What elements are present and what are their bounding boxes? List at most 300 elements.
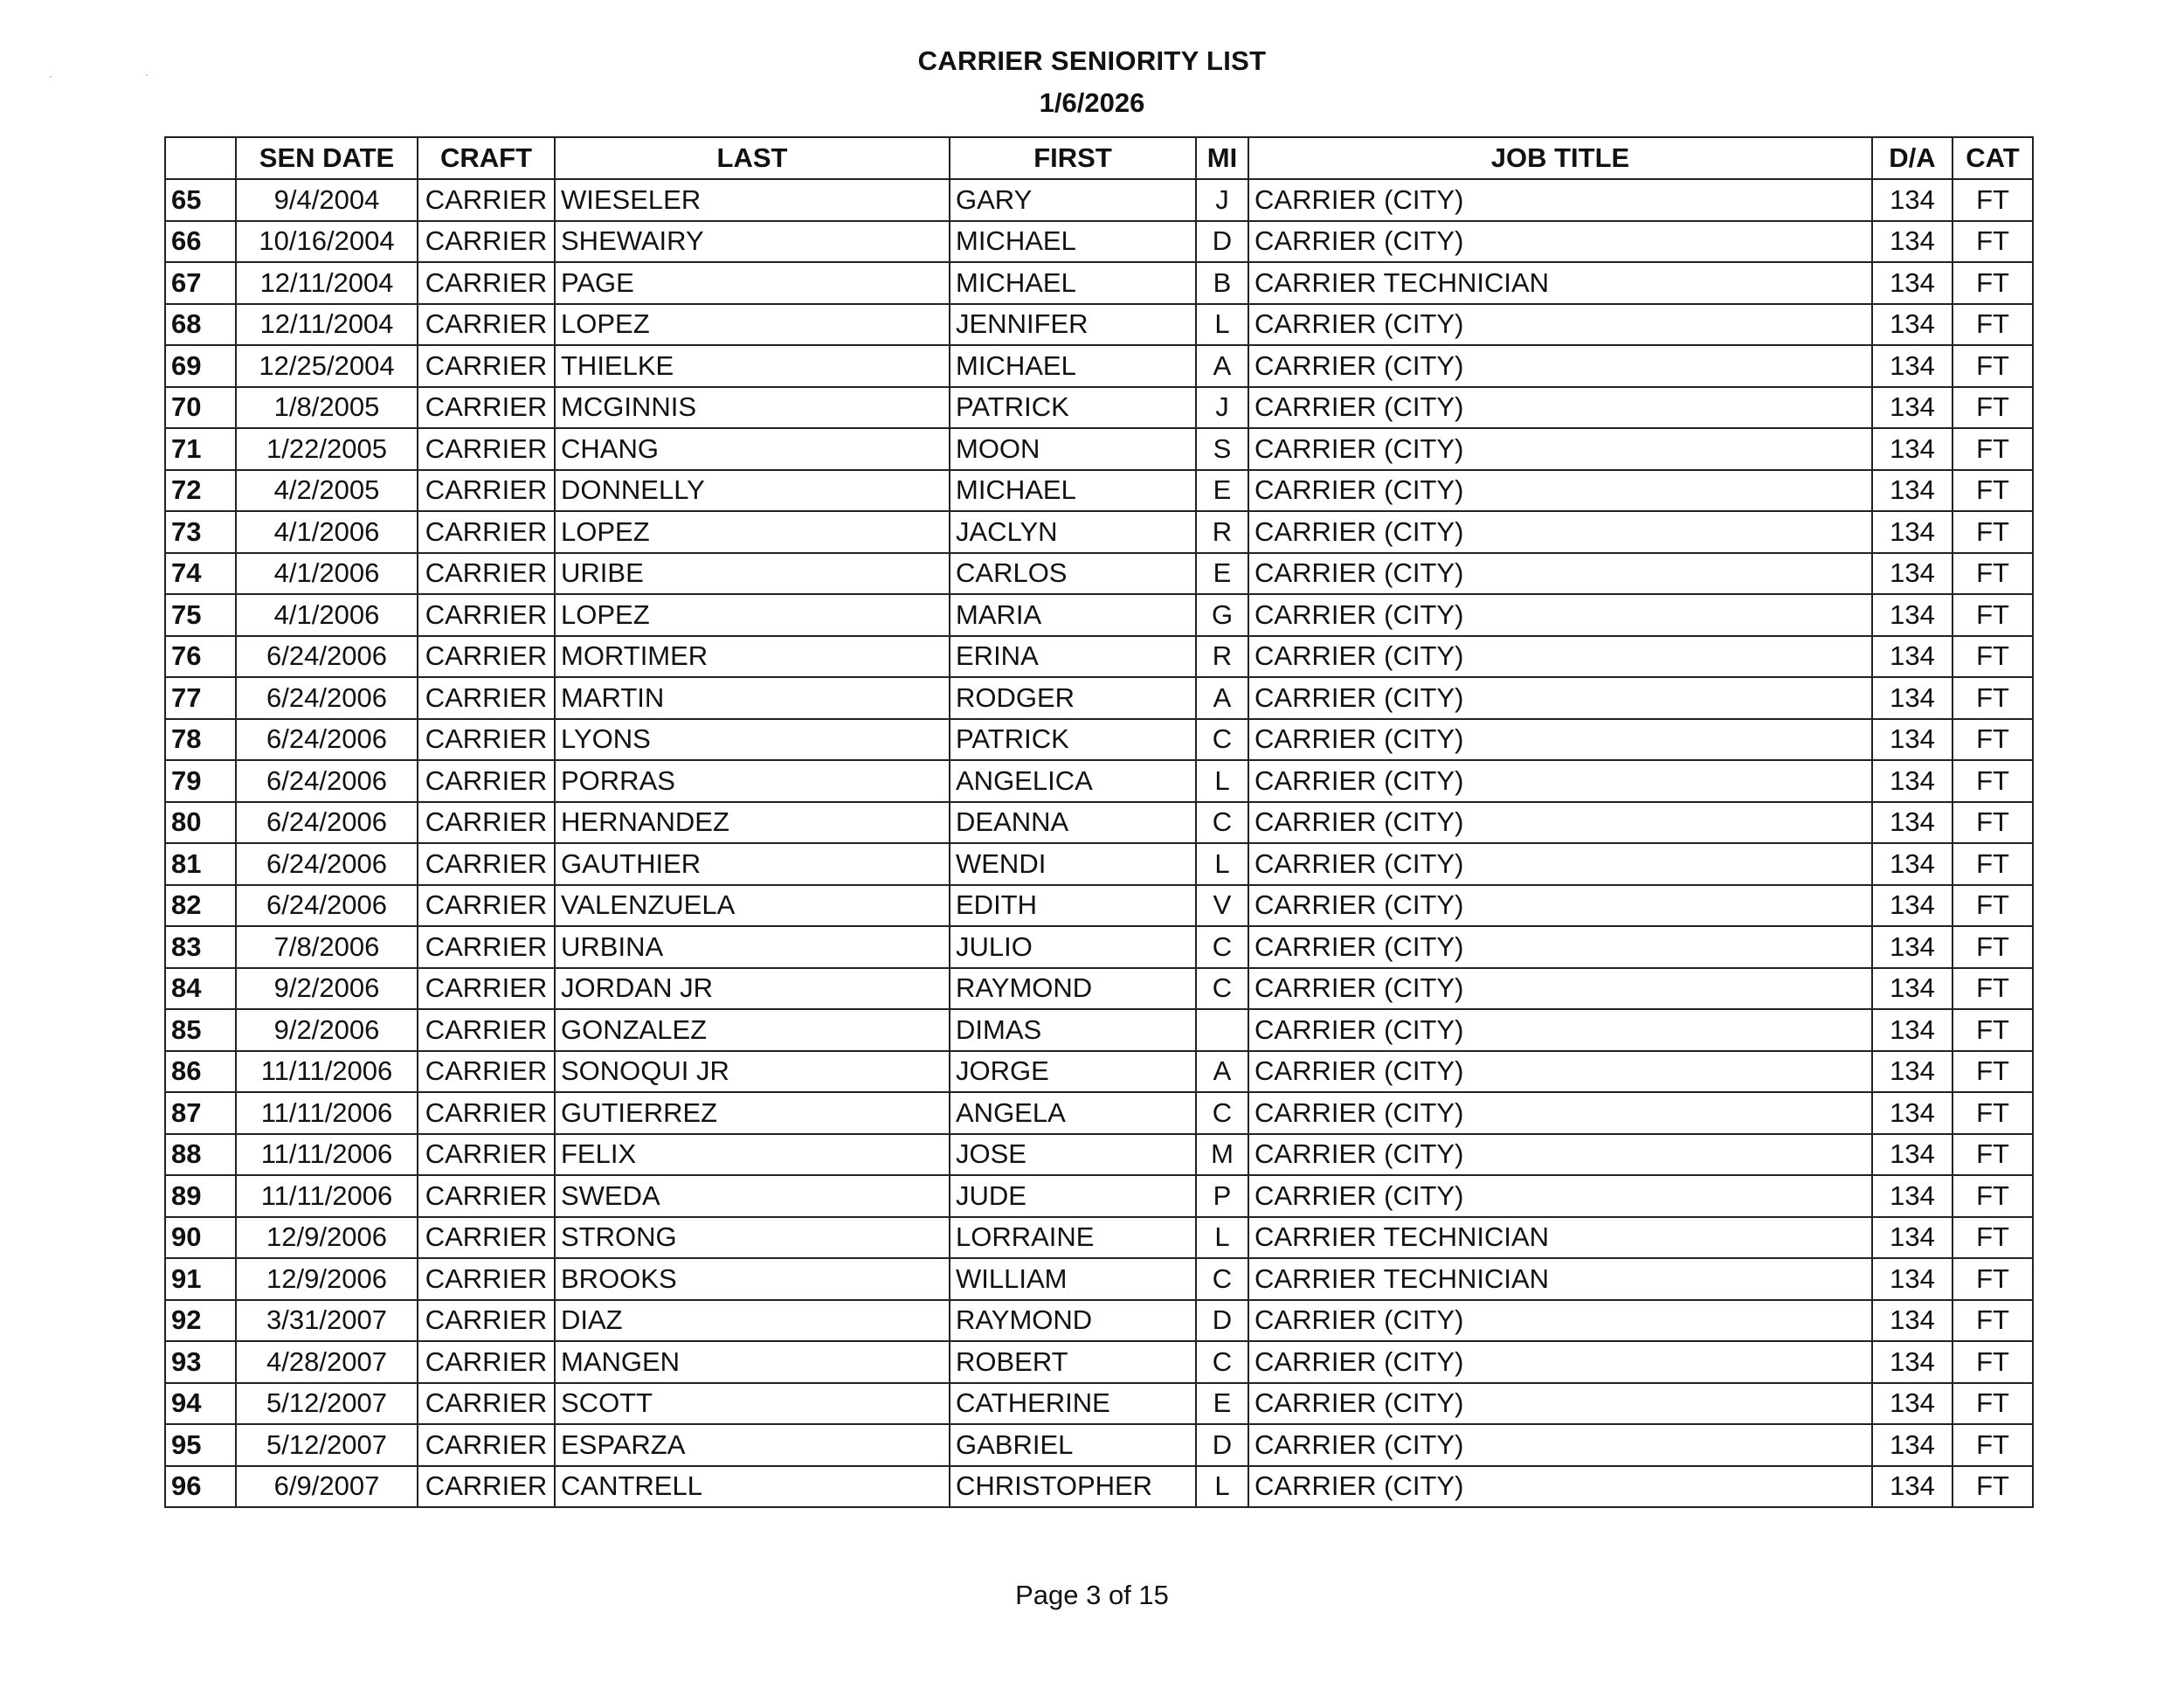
cell-mi: C — [1196, 968, 1248, 1010]
cell-row-number: 84 — [165, 968, 236, 1010]
cell-sen-date: 5/12/2007 — [236, 1383, 418, 1425]
cell-job-title: CARRIER (CITY) — [1248, 843, 1872, 885]
cell-sen-date: 12/11/2004 — [236, 262, 418, 304]
cell-mi: A — [1196, 1051, 1248, 1093]
cell-craft: CARRIER — [418, 760, 555, 802]
table-row — [165, 1300, 2033, 1342]
cell-row-number: 87 — [165, 1092, 236, 1134]
cell-cat: FT — [1952, 1383, 2033, 1425]
cell-last: LOPEZ — [555, 304, 950, 346]
cell-craft: CARRIER — [418, 1092, 555, 1134]
cell-job-title: CARRIER TECHNICIAN — [1248, 1217, 1872, 1259]
cell-job-title: CARRIER (CITY) — [1248, 885, 1872, 927]
cell-mi: L — [1196, 304, 1248, 346]
cell-job-title: CARRIER (CITY) — [1248, 1051, 1872, 1093]
cell-cat: FT — [1952, 1175, 2033, 1217]
cell-last: THIELKE — [555, 345, 950, 387]
column-header-craft: CRAFT — [418, 137, 555, 179]
cell-craft: CARRIER — [418, 843, 555, 885]
cell-craft: CARRIER — [418, 968, 555, 1010]
table-row — [165, 677, 2033, 719]
cell-last: MARTIN — [555, 677, 950, 719]
cell-sen-date: 6/24/2006 — [236, 760, 418, 802]
cell-first: JENNIFER — [950, 304, 1196, 346]
cell-first: CATHERINE — [950, 1383, 1196, 1425]
cell-sen-date: 11/11/2006 — [236, 1051, 418, 1093]
cell-d-a: 134 — [1872, 719, 1952, 761]
cell-d-a: 134 — [1872, 221, 1952, 263]
cell-d-a: 134 — [1872, 304, 1952, 346]
cell-job-title: CARRIER (CITY) — [1248, 511, 1872, 553]
cell-cat: FT — [1952, 262, 2033, 304]
cell-craft: CARRIER — [418, 387, 555, 429]
cell-row-number: 89 — [165, 1175, 236, 1217]
cell-row-number: 88 — [165, 1134, 236, 1176]
table-row — [165, 1258, 2033, 1300]
cell-mi: R — [1196, 511, 1248, 553]
scan-speck: · — [49, 70, 52, 82]
cell-last: SONOQUI JR — [555, 1051, 950, 1093]
cell-craft: CARRIER — [418, 553, 555, 595]
cell-first: EDITH — [950, 885, 1196, 927]
cell-last: SWEDA — [555, 1175, 950, 1217]
cell-mi: A — [1196, 345, 1248, 387]
cell-row-number: 72 — [165, 470, 236, 512]
cell-first: ANGELA — [950, 1092, 1196, 1134]
cell-last: WIESELER — [555, 179, 950, 221]
cell-last: BROOKS — [555, 1258, 950, 1300]
scan-speck: · — [145, 68, 149, 80]
column-header-sen-date: SEN DATE — [236, 137, 418, 179]
cell-mi: E — [1196, 553, 1248, 595]
column-header-row-number — [165, 137, 236, 179]
cell-last: ESPARZA — [555, 1424, 950, 1466]
cell-row-number: 91 — [165, 1258, 236, 1300]
cell-last: URBINA — [555, 926, 950, 968]
cell-craft: CARRIER — [418, 262, 555, 304]
seniority-table-container — [164, 136, 2032, 1508]
cell-craft: CARRIER — [418, 221, 555, 263]
cell-cat: FT — [1952, 1134, 2033, 1176]
cell-last: DONNELLY — [555, 470, 950, 512]
cell-craft: CARRIER — [418, 1424, 555, 1466]
cell-row-number: 78 — [165, 719, 236, 761]
cell-d-a: 134 — [1872, 1051, 1952, 1093]
cell-cat: FT — [1952, 304, 2033, 346]
cell-job-title: CARRIER (CITY) — [1248, 179, 1872, 221]
cell-d-a: 134 — [1872, 968, 1952, 1010]
cell-row-number: 74 — [165, 553, 236, 595]
table-row — [165, 387, 2033, 429]
cell-sen-date: 12/11/2004 — [236, 304, 418, 346]
cell-mi: A — [1196, 677, 1248, 719]
cell-d-a: 134 — [1872, 677, 1952, 719]
cell-cat: FT — [1952, 179, 2033, 221]
table-row — [165, 760, 2033, 802]
cell-first: CHRISTOPHER — [950, 1466, 1196, 1508]
cell-job-title: CARRIER (CITY) — [1248, 719, 1872, 761]
cell-cat: FT — [1952, 802, 2033, 844]
cell-first: GARY — [950, 179, 1196, 221]
cell-cat: FT — [1952, 968, 2033, 1010]
cell-row-number: 82 — [165, 885, 236, 927]
table-row — [165, 802, 2033, 844]
cell-cat: FT — [1952, 553, 2033, 595]
cell-sen-date: 1/8/2005 — [236, 387, 418, 429]
cell-first: JULIO — [950, 926, 1196, 968]
cell-craft: CARRIER — [418, 1341, 555, 1383]
table-row — [165, 1175, 2033, 1217]
cell-cat: FT — [1952, 428, 2033, 470]
cell-job-title: CARRIER (CITY) — [1248, 387, 1872, 429]
cell-last: GAUTHIER — [555, 843, 950, 885]
cell-row-number: 81 — [165, 843, 236, 885]
cell-craft: CARRIER — [418, 926, 555, 968]
cell-cat: FT — [1952, 1424, 2033, 1466]
cell-sen-date: 12/9/2006 — [236, 1217, 418, 1259]
cell-job-title: CARRIER (CITY) — [1248, 1300, 1872, 1342]
cell-first: MOON — [950, 428, 1196, 470]
table-row — [165, 1424, 2033, 1466]
cell-mi: L — [1196, 843, 1248, 885]
cell-sen-date: 12/9/2006 — [236, 1258, 418, 1300]
cell-row-number: 69 — [165, 345, 236, 387]
table-row — [165, 636, 2033, 678]
cell-craft: CARRIER — [418, 1466, 555, 1508]
column-header-mi: MI — [1196, 137, 1248, 179]
cell-mi: C — [1196, 1258, 1248, 1300]
cell-row-number: 96 — [165, 1466, 236, 1508]
cell-last: CHANG — [555, 428, 950, 470]
table-row — [165, 1092, 2033, 1134]
cell-first: MICHAEL — [950, 262, 1196, 304]
cell-last: CANTRELL — [555, 1466, 950, 1508]
cell-job-title: CARRIER (CITY) — [1248, 926, 1872, 968]
column-header-last: LAST — [555, 137, 950, 179]
cell-sen-date: 4/2/2005 — [236, 470, 418, 512]
cell-craft: CARRIER — [418, 594, 555, 636]
cell-job-title: CARRIER (CITY) — [1248, 1092, 1872, 1134]
cell-sen-date: 10/16/2004 — [236, 221, 418, 263]
cell-job-title: CARRIER (CITY) — [1248, 594, 1872, 636]
cell-last: PAGE — [555, 262, 950, 304]
table-row — [165, 553, 2033, 595]
cell-last: LOPEZ — [555, 511, 950, 553]
cell-cat: FT — [1952, 843, 2033, 885]
cell-job-title: CARRIER (CITY) — [1248, 1383, 1872, 1425]
cell-first: WENDI — [950, 843, 1196, 885]
table-row — [165, 428, 2033, 470]
cell-row-number: 79 — [165, 760, 236, 802]
cell-job-title: CARRIER (CITY) — [1248, 802, 1872, 844]
cell-first: WILLIAM — [950, 1258, 1196, 1300]
cell-last: MCGINNIS — [555, 387, 950, 429]
cell-sen-date: 9/2/2006 — [236, 968, 418, 1010]
cell-job-title: CARRIER (CITY) — [1248, 304, 1872, 346]
table-row — [165, 1009, 2033, 1051]
cell-cat: FT — [1952, 1341, 2033, 1383]
cell-first: CARLOS — [950, 553, 1196, 595]
cell-row-number: 85 — [165, 1009, 236, 1051]
cell-mi: S — [1196, 428, 1248, 470]
cell-cat: FT — [1952, 1092, 2033, 1134]
cell-last: SHEWAIRY — [555, 221, 950, 263]
cell-cat: FT — [1952, 594, 2033, 636]
cell-row-number: 67 — [165, 262, 236, 304]
cell-d-a: 134 — [1872, 636, 1952, 678]
cell-job-title: CARRIER (CITY) — [1248, 1175, 1872, 1217]
cell-d-a: 134 — [1872, 1258, 1952, 1300]
cell-mi: C — [1196, 1341, 1248, 1383]
cell-cat: FT — [1952, 221, 2033, 263]
cell-sen-date: 1/22/2005 — [236, 428, 418, 470]
cell-last: GUTIERREZ — [555, 1092, 950, 1134]
cell-d-a: 134 — [1872, 1175, 1952, 1217]
cell-mi: M — [1196, 1134, 1248, 1176]
cell-d-a: 134 — [1872, 1134, 1952, 1176]
table-row — [165, 885, 2033, 927]
cell-last: HERNANDEZ — [555, 802, 950, 844]
cell-sen-date: 6/24/2006 — [236, 719, 418, 761]
cell-mi: L — [1196, 1466, 1248, 1508]
cell-first: RAYMOND — [950, 1300, 1196, 1342]
cell-craft: CARRIER — [418, 1009, 555, 1051]
cell-job-title: CARRIER (CITY) — [1248, 1466, 1872, 1508]
cell-sen-date: 6/24/2006 — [236, 843, 418, 885]
column-header-first: FIRST — [950, 137, 1196, 179]
cell-job-title: CARRIER (CITY) — [1248, 221, 1872, 263]
cell-d-a: 134 — [1872, 428, 1952, 470]
cell-cat: FT — [1952, 1300, 2033, 1342]
cell-craft: CARRIER — [418, 345, 555, 387]
column-header-d-a: D/A — [1872, 137, 1952, 179]
cell-mi: C — [1196, 926, 1248, 968]
cell-cat: FT — [1952, 926, 2033, 968]
cell-craft: CARRIER — [418, 470, 555, 512]
cell-d-a: 134 — [1872, 802, 1952, 844]
cell-row-number: 90 — [165, 1217, 236, 1259]
cell-d-a: 134 — [1872, 594, 1952, 636]
cell-d-a: 134 — [1872, 1466, 1952, 1508]
cell-mi: D — [1196, 1424, 1248, 1466]
cell-mi: J — [1196, 387, 1248, 429]
cell-sen-date: 11/11/2006 — [236, 1175, 418, 1217]
cell-mi: J — [1196, 179, 1248, 221]
table-row — [165, 1341, 2033, 1383]
cell-craft: CARRIER — [418, 511, 555, 553]
cell-craft: CARRIER — [418, 885, 555, 927]
cell-sen-date: 6/24/2006 — [236, 802, 418, 844]
cell-row-number: 83 — [165, 926, 236, 968]
table-row — [165, 221, 2033, 263]
table-row — [165, 926, 2033, 968]
cell-sen-date: 6/24/2006 — [236, 885, 418, 927]
cell-mi: C — [1196, 1092, 1248, 1134]
cell-cat: FT — [1952, 677, 2033, 719]
cell-first: JUDE — [950, 1175, 1196, 1217]
cell-sen-date: 11/11/2006 — [236, 1134, 418, 1176]
cell-craft: CARRIER — [418, 1175, 555, 1217]
table-row — [165, 594, 2033, 636]
cell-mi: C — [1196, 719, 1248, 761]
cell-first: JOSE — [950, 1134, 1196, 1176]
cell-job-title: CARRIER (CITY) — [1248, 968, 1872, 1010]
cell-first: JACLYN — [950, 511, 1196, 553]
cell-job-title: CARRIER (CITY) — [1248, 1134, 1872, 1176]
table-row — [165, 345, 2033, 387]
cell-row-number: 73 — [165, 511, 236, 553]
cell-last: DIAZ — [555, 1300, 950, 1342]
table-row — [165, 1217, 2033, 1259]
cell-d-a: 134 — [1872, 387, 1952, 429]
cell-craft: CARRIER — [418, 802, 555, 844]
cell-last: PORRAS — [555, 760, 950, 802]
cell-row-number: 95 — [165, 1424, 236, 1466]
page-number: Page 3 of 15 — [1015, 1580, 1169, 1610]
cell-d-a: 134 — [1872, 1009, 1952, 1051]
cell-sen-date: 4/28/2007 — [236, 1341, 418, 1383]
cell-cat: FT — [1952, 885, 2033, 927]
cell-job-title: CARRIER (CITY) — [1248, 345, 1872, 387]
cell-first: GABRIEL — [950, 1424, 1196, 1466]
table-body — [165, 179, 2033, 1507]
table-row — [165, 1134, 2033, 1176]
cell-job-title: CARRIER (CITY) — [1248, 677, 1872, 719]
table-row — [165, 1466, 2033, 1508]
cell-cat: FT — [1952, 719, 2033, 761]
cell-d-a: 134 — [1872, 262, 1952, 304]
column-header-job-title: JOB TITLE — [1248, 137, 1872, 179]
cell-job-title: CARRIER (CITY) — [1248, 636, 1872, 678]
cell-sen-date: 3/31/2007 — [236, 1300, 418, 1342]
cell-first: LORRAINE — [950, 1217, 1196, 1259]
cell-first: MICHAEL — [950, 470, 1196, 512]
cell-job-title: CARRIER (CITY) — [1248, 553, 1872, 595]
cell-last: FELIX — [555, 1134, 950, 1176]
cell-first: RODGER — [950, 677, 1196, 719]
cell-sen-date: 6/24/2006 — [236, 677, 418, 719]
cell-craft: CARRIER — [418, 1300, 555, 1342]
cell-job-title: CARRIER (CITY) — [1248, 1009, 1872, 1051]
cell-mi: R — [1196, 636, 1248, 678]
cell-first: ERINA — [950, 636, 1196, 678]
cell-row-number: 93 — [165, 1341, 236, 1383]
cell-job-title: CARRIER (CITY) — [1248, 470, 1872, 512]
cell-d-a: 134 — [1872, 843, 1952, 885]
cell-mi: G — [1196, 594, 1248, 636]
cell-d-a: 134 — [1872, 885, 1952, 927]
seniority-table — [164, 136, 2034, 1508]
cell-d-a: 134 — [1872, 1424, 1952, 1466]
cell-first: ANGELICA — [950, 760, 1196, 802]
cell-cat: FT — [1952, 387, 2033, 429]
cell-job-title: CARRIER (CITY) — [1248, 428, 1872, 470]
cell-row-number: 86 — [165, 1051, 236, 1093]
cell-craft: CARRIER — [418, 1383, 555, 1425]
cell-cat: FT — [1952, 636, 2033, 678]
cell-d-a: 134 — [1872, 926, 1952, 968]
cell-row-number: 80 — [165, 802, 236, 844]
cell-row-number: 77 — [165, 677, 236, 719]
cell-mi: P — [1196, 1175, 1248, 1217]
cell-craft: CARRIER — [418, 677, 555, 719]
cell-mi: D — [1196, 1300, 1248, 1342]
cell-craft: CARRIER — [418, 428, 555, 470]
table-row — [165, 1051, 2033, 1093]
cell-d-a: 134 — [1872, 345, 1952, 387]
cell-sen-date: 6/9/2007 — [236, 1466, 418, 1508]
cell-mi — [1196, 1009, 1248, 1051]
cell-last: MANGEN — [555, 1341, 950, 1383]
cell-last: LYONS — [555, 719, 950, 761]
cell-mi: D — [1196, 221, 1248, 263]
cell-cat: FT — [1952, 470, 2033, 512]
cell-craft: CARRIER — [418, 636, 555, 678]
cell-cat: FT — [1952, 760, 2033, 802]
cell-row-number: 75 — [165, 594, 236, 636]
cell-mi: L — [1196, 760, 1248, 802]
cell-first: MICHAEL — [950, 221, 1196, 263]
cell-cat: FT — [1952, 1466, 2033, 1508]
cell-mi: E — [1196, 470, 1248, 512]
cell-row-number: 68 — [165, 304, 236, 346]
table-row — [165, 470, 2033, 512]
cell-d-a: 134 — [1872, 1383, 1952, 1425]
cell-mi: L — [1196, 1217, 1248, 1259]
cell-d-a: 134 — [1872, 760, 1952, 802]
cell-d-a: 134 — [1872, 179, 1952, 221]
cell-d-a: 134 — [1872, 1217, 1952, 1259]
cell-sen-date: 4/1/2006 — [236, 553, 418, 595]
column-header-cat: CAT — [1952, 137, 2033, 179]
cell-d-a: 134 — [1872, 1341, 1952, 1383]
cell-cat: FT — [1952, 1217, 2033, 1259]
cell-mi: B — [1196, 262, 1248, 304]
cell-row-number: 92 — [165, 1300, 236, 1342]
table-row — [165, 304, 2033, 346]
cell-cat: FT — [1952, 511, 2033, 553]
cell-sen-date: 7/8/2006 — [236, 926, 418, 968]
cell-sen-date: 9/2/2006 — [236, 1009, 418, 1051]
cell-first: PATRICK — [950, 387, 1196, 429]
cell-sen-date: 12/25/2004 — [236, 345, 418, 387]
cell-craft: CARRIER — [418, 1258, 555, 1300]
cell-sen-date: 4/1/2006 — [236, 511, 418, 553]
cell-job-title: CARRIER (CITY) — [1248, 760, 1872, 802]
cell-sen-date: 9/4/2004 — [236, 179, 418, 221]
cell-last: URIBE — [555, 553, 950, 595]
cell-cat: FT — [1952, 1009, 2033, 1051]
cell-job-title: CARRIER (CITY) — [1248, 1424, 1872, 1466]
cell-cat: FT — [1952, 1258, 2033, 1300]
cell-cat: FT — [1952, 1051, 2033, 1093]
cell-sen-date: 11/11/2006 — [236, 1092, 418, 1134]
cell-job-title: CARRIER (CITY) — [1248, 1341, 1872, 1383]
cell-row-number: 94 — [165, 1383, 236, 1425]
cell-cat: FT — [1952, 345, 2033, 387]
cell-first: DIMAS — [950, 1009, 1196, 1051]
cell-last: STRONG — [555, 1217, 950, 1259]
document-title: CARRIER SENIORITY LIST — [917, 45, 1267, 76]
cell-craft: CARRIER — [418, 1051, 555, 1093]
table-header-row — [165, 137, 2033, 179]
cell-last: LOPEZ — [555, 594, 950, 636]
cell-craft: CARRIER — [418, 179, 555, 221]
table-row — [165, 719, 2033, 761]
cell-first: JORGE — [950, 1051, 1196, 1093]
table-row — [165, 968, 2033, 1010]
cell-first: RAYMOND — [950, 968, 1196, 1010]
